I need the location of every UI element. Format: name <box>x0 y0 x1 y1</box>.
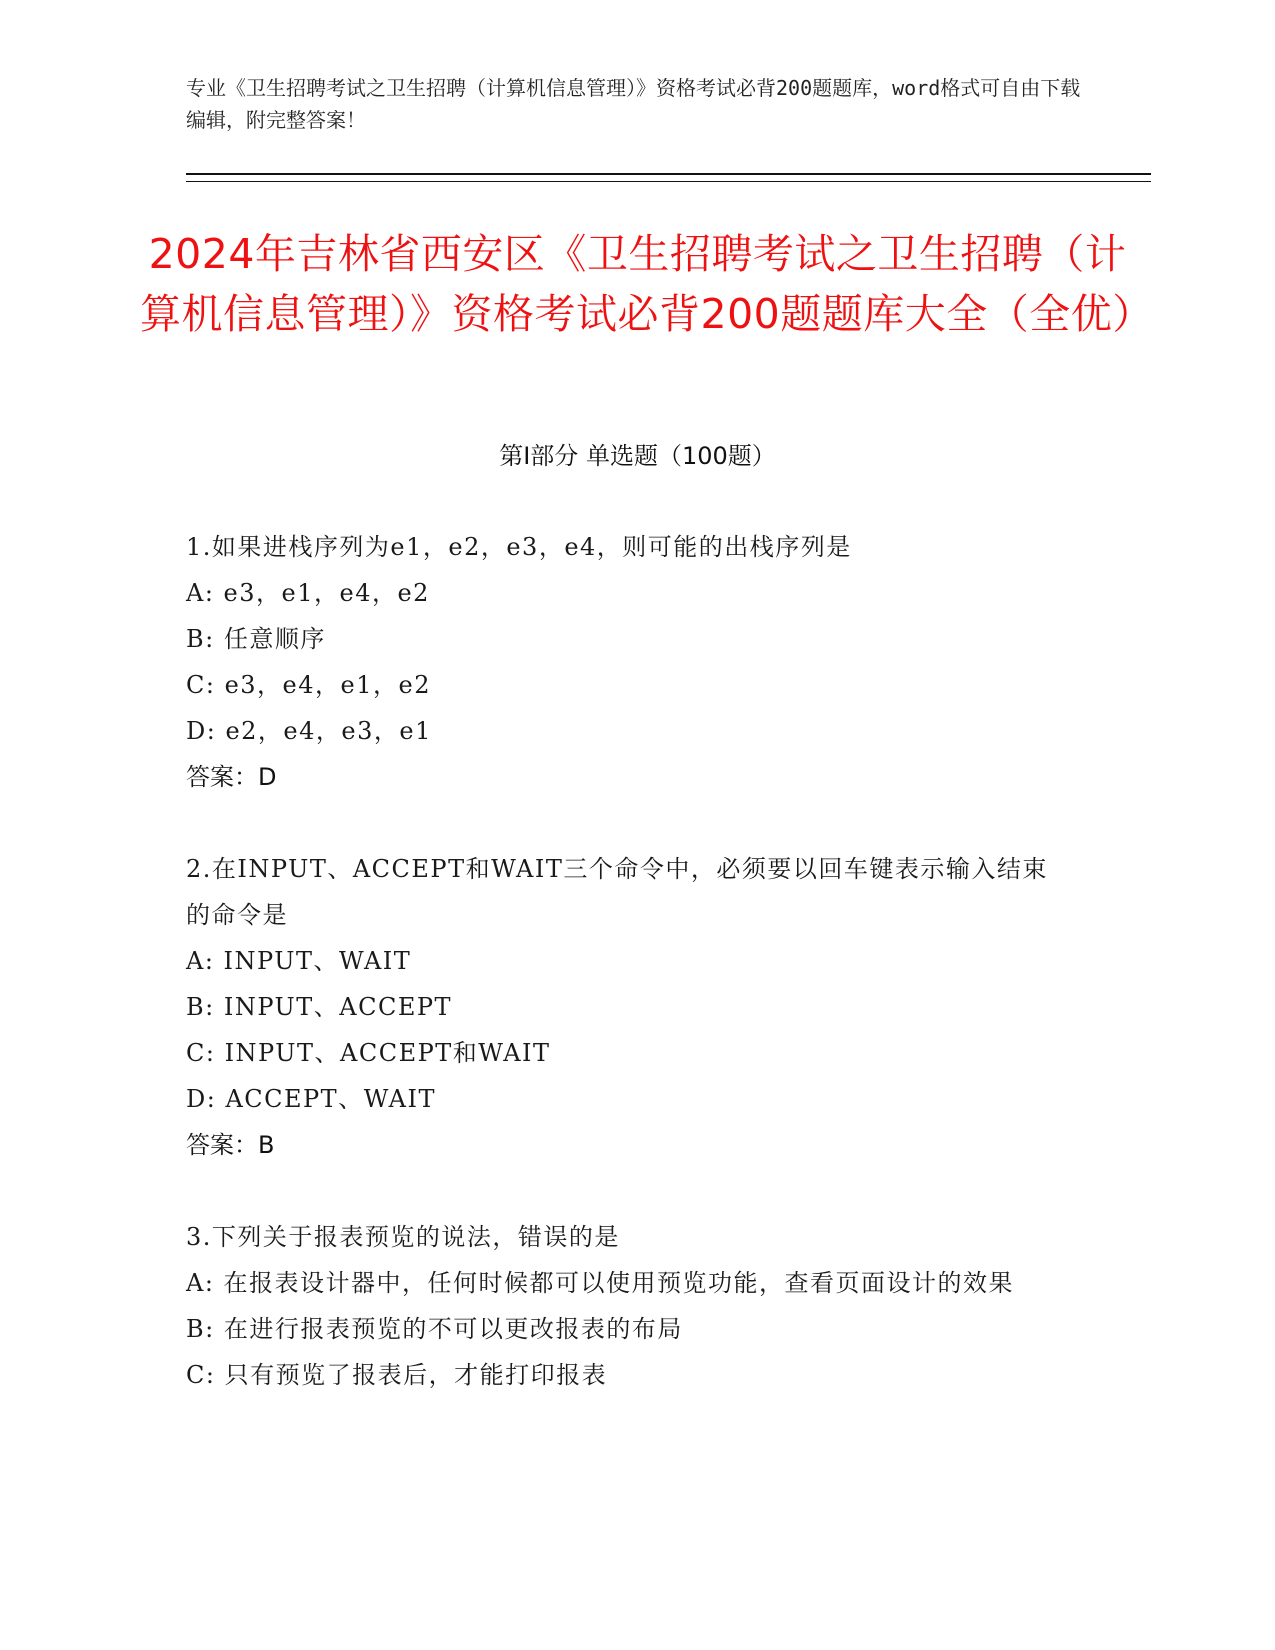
question-1 <box>186 524 1066 800</box>
question-list <box>186 524 1066 1444</box>
answer: 答案：B <box>186 1131 275 1159</box>
question-stem: 2.在INPUT、ACCEPT和WAIT三个命令中，必须要以回车键表示输入结束的命令是 <box>186 855 1048 929</box>
question-2 <box>186 846 1066 1168</box>
answer: 答案：D <box>186 763 277 791</box>
header-note: 专业《卫生招聘考试之卫生招聘（计算机信息管理）》资格考试必背200题题库，word格式可自由下载编辑，附完整答案！ <box>186 76 1081 132</box>
question-stem: 3.下列关于报表预览的说法，错误的是 <box>186 1223 620 1251</box>
option-a: A: e3，e1，e4，e2 <box>186 579 430 607</box>
option-c: C: 只有预览了报表后，才能打印报表 <box>186 1361 608 1389</box>
header-rule-thick <box>186 173 1151 175</box>
question-3 <box>186 1214 1066 1398</box>
section-title: 第I部分 单选题（100题） <box>499 442 776 470</box>
document-title: 2024年吉林省西安区《卫生招聘考试之卫生招聘（计算机信息管理）》资格考试必背200题题库大全（全优） <box>140 230 1154 338</box>
option-c: C: INPUT、ACCEPT和WAIT <box>186 1039 551 1067</box>
option-a: A: 在报表设计器中，任何时候都可以使用预览功能，查看页面设计的效果 <box>186 1269 1015 1297</box>
option-b: B: 在进行报表预览的不可以更改报表的布局 <box>186 1315 683 1343</box>
option-b: B: 任意顺序 <box>186 625 326 653</box>
option-b: B: INPUT、ACCEPT <box>186 993 453 1021</box>
option-c: C: e3，e4，e1，e2 <box>186 671 431 699</box>
header-rule-thin <box>186 181 1151 182</box>
option-d: D: ACCEPT、WAIT <box>186 1085 436 1113</box>
question-stem: 1.如果进栈序列为e1，e2，e3，e4，则可能的出栈序列是 <box>186 533 852 561</box>
option-d: D: e2，e4，e3，e1 <box>186 717 432 745</box>
option-a: A: INPUT、WAIT <box>186 947 412 975</box>
